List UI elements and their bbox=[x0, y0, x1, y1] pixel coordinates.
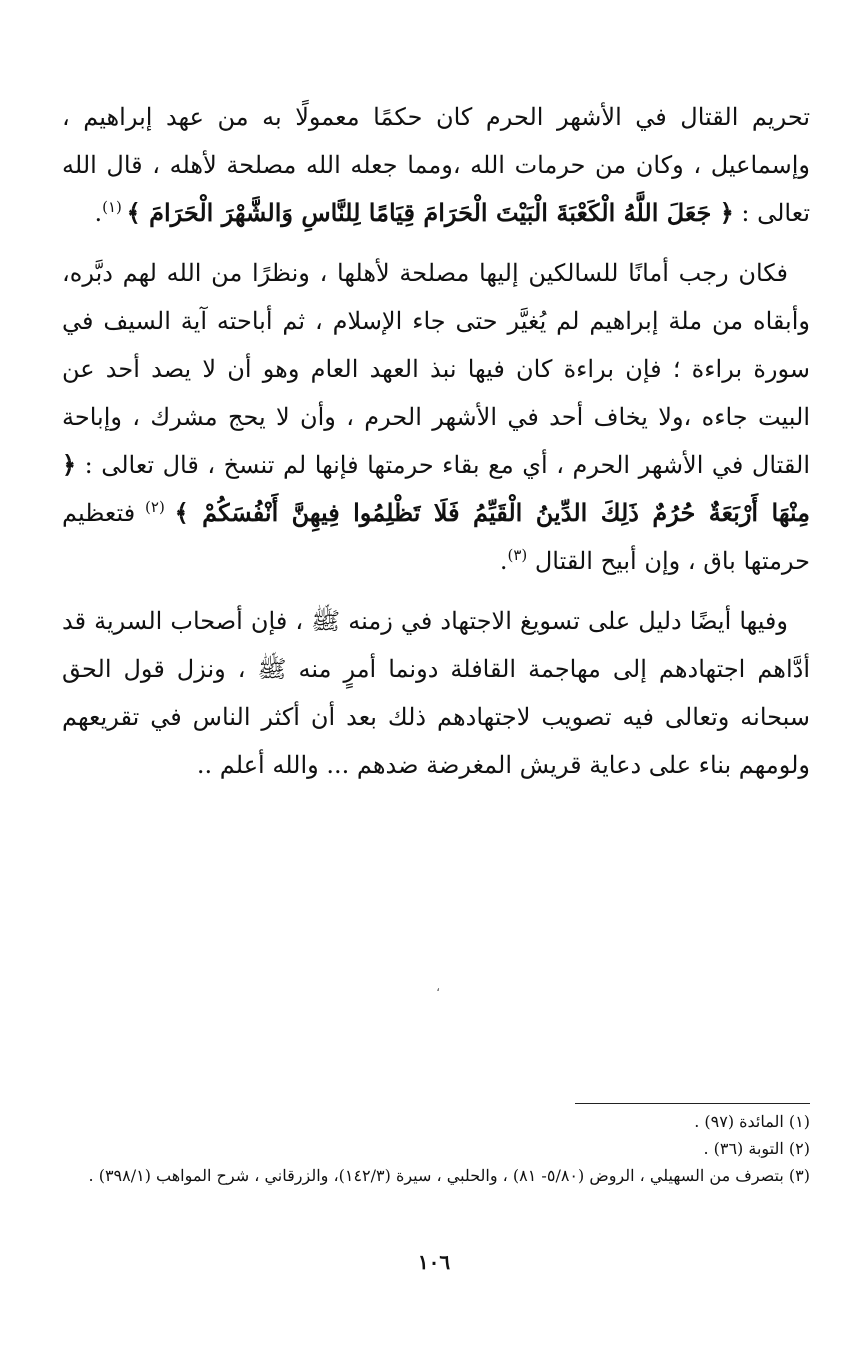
footnote-1: (١) المائدة (٩٧) . bbox=[694, 1112, 810, 1131]
footnote-reference: (١) bbox=[102, 198, 127, 216]
footnote-reference: (٣) bbox=[507, 546, 528, 564]
paragraph-text: . bbox=[499, 547, 508, 575]
quran-verse: ﴿ مِنْهَا أَرْبَعَةٌ حُرُمٌ ذَلِكَ الدِّينُ الْقَيِّمُ فَلَا تَظْلِمُوا فِيهِنَّ أَنْفُسَكُمْ ﴾ bbox=[62, 450, 810, 527]
paragraph-text: فكان رجب أمانًا للسالكين إليها مصلحة لأهلها ، ونظرًا من الله لهم دبَّره، وأبقاه من ملة إبراهيم لم يُغيَّر حتى جاء الإسلام ، ثم أباحته آية السيف في سورة براءة ؛ فإن براءة كان فيها نبذ العهد العام وهو أن لا يصد أحد عن البيت جاءه ،ولا يخاف أحد في الأشهر الحرم ، وأن لا يحج مشرك ، وإباحة القتال في الأشهر الحرم ، أي مع بقاء حرمتها فإنها لم تنسخ ، قال تعالى : bbox=[62, 259, 810, 479]
quran-verse: ﴿ جَعَلَ اللَّهُ الْكَعْبَةَ الْبَيْتَ الْحَرَامَ قِيَامًا لِلنَّاسِ وَالشَّهْرَ الْحَرَامَ ﴾ bbox=[126, 198, 734, 227]
paragraph-2 bbox=[62, 249, 810, 585]
footnote-2: (٢) التوبة (٣٦) . bbox=[703, 1139, 810, 1158]
page-number: ١٠٦ bbox=[417, 1250, 451, 1274]
paragraph-1 bbox=[62, 93, 810, 237]
footnote-separator bbox=[575, 1103, 810, 1104]
paragraph-3 bbox=[62, 597, 810, 789]
paragraph-text: . bbox=[94, 199, 103, 227]
main-text bbox=[62, 93, 810, 789]
paragraph-text: وفيها أيضًا دليل على تسويغ الاجتهاد في زمنه ﷺ ، فإن أصحاب السرية قد أدَّاهم اجتهادهم إلى مهاجمة القافلة دونما أمرٍ منه ﷺ ، ونزل قول الحق سبحانه وتعالى فيه تصويب لاجتهادهم ذلك بعد أن أكثر الناس في تقريعهم ولومهم بناء على دعاية قريش المغرضة ضدهم ... والله أعلم .. bbox=[62, 607, 810, 779]
stray-mark: ، bbox=[436, 980, 440, 994]
footnote-3: (٣) بتصرف من السهيلي ، الروض (٥/٨٠- ٨١) ، والحلبي ، سيرة (١٤٢/٣)، والزرقاني ، شرح المواهب (٣٩٨/١) . bbox=[88, 1166, 810, 1185]
footnotes bbox=[62, 1108, 810, 1189]
paragraph-text: فتعظيم حرمتها باق ، وإن أبيح القتال bbox=[62, 499, 810, 575]
paragraph-text: تحريم القتال في الأشهر الحرم كان حكمًا معمولًا به من عهد إبراهيم ، وإسماعيل ، وكان من حرمات الله ،ومما جعله الله مصلحة لأهله ، قال الله تعالى : bbox=[62, 103, 810, 227]
footnote-reference: (٢) bbox=[135, 498, 175, 516]
